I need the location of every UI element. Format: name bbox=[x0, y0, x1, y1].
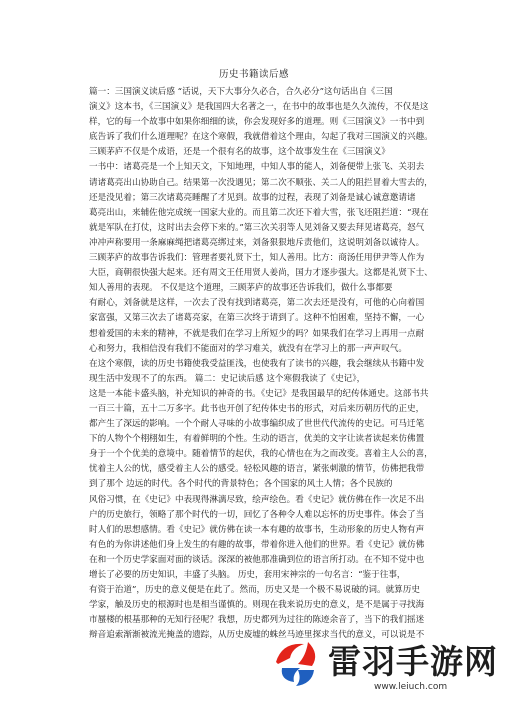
site-watermark bbox=[268, 634, 504, 714]
body-line: 身于一个个优美的意境中。随着情节的起伏，我的心情也在为之而改变。喜着主人公的喜， bbox=[89, 449, 433, 460]
body-line: 三顾茅庐不仅是个成语，还是一个很有名的故事，这个故事发生在《三国演义》 bbox=[89, 147, 390, 158]
body-line: 样，它的每一个故事中如果你细细的读，你会发现好多的道理。则《三国演义》一书中到 bbox=[89, 117, 425, 128]
brand-name: 雷羽手游网 bbox=[328, 642, 498, 681]
body-line: 一百三十篇，五十二万多字。此书也开创了纪传体史书的形式，对后来历朝历代的正史， bbox=[89, 403, 425, 414]
body-line: 演义》这本书，《三国演义》是我国四大名著之一，在书中的故事也是久久流传，不仅是这 bbox=[89, 102, 429, 113]
document-title: 历史书籍读后感 bbox=[218, 69, 289, 80]
body-line: 下的人物个个栩栩如生，有着鲜明的个性。生动的语言，优美的文字让读者读起来仿佛置 bbox=[89, 434, 425, 445]
body-line: 还是没见着；第三次诸葛亮睡醒了才见到。故事的过程，表现了刘备是诚心诚意邀请诸 bbox=[89, 192, 416, 203]
body-line: 三顾茅庐的故事告诉我们：管理者要礼贤下士，知人善用。比方：商汤任用伊尹等人作为 bbox=[89, 253, 425, 264]
body-line: 想着爱国的未来的精神，不就是我们在学习上所短少的吗？如果我们在学习上再用一点耐 bbox=[89, 328, 425, 339]
body-line: 市蜃楼的根基那种的无知行径呢？我想，历史都列为过往的陈迹余音了，当下的我们摇迷 bbox=[89, 615, 425, 626]
body-line: 一书中：诸葛亮是一个上知天文，下知地理，中知人事的能人，刘备便带上张飞、关羽去 bbox=[89, 162, 425, 173]
body-line: 就是军队在打仗，这时出去会停下来的。”第三次关羽等人见刘备又要去拜见诸葛亮，怒气 bbox=[89, 222, 425, 233]
body-line: 葛亮出山，来辅佐他完成统一国家大业的。而且第二次还下着大雪，张飞还阻拦道：“现在 bbox=[89, 207, 429, 218]
body-line: 增长了必要的历史知识，丰盛了头脑。 历史，套用宋神宗的一句名言：“鉴于往事， bbox=[89, 570, 406, 580]
brand-swirl-icon bbox=[268, 634, 324, 690]
document-body bbox=[89, 85, 434, 643]
body-line: 知人善用的表现。 不仅是这个道理，三顾茅庐的故事还告诉我们，做什么事都要 bbox=[89, 283, 393, 294]
body-line: 请诸葛亮出山协助自己。结果第一次没遇见；第二次不顺张、关二人的阻拦冒着大雪去的， bbox=[89, 177, 433, 188]
body-line: 有资于治道”，历史的意义便是在此了。然而，历史又是一个极不易说破的词。就算历史 bbox=[89, 585, 420, 596]
body-line: 家富强，又第三次去了诸葛亮家，在第三次终于请到了。这种不怕困难，坚持不懈，一心 bbox=[89, 313, 425, 324]
body-line: 户的历史旅行，领略了那个时代的一切，回忆了各种令人难以忘怀的历史事件。体会了当 bbox=[89, 509, 425, 520]
body-line: 篇一：三国演义读后感 “话说，天下大事分久必合，合久必分”这句话出自《三国 bbox=[89, 87, 393, 97]
brand-url: www.leiuch.com bbox=[374, 682, 448, 692]
body-line: 有色的为你讲述他们身上发生的有趣的故事，带着你进入他们的世界。看《史记》就仿佛 bbox=[89, 539, 425, 550]
body-line: 心和努力，我相信没有我们不能面对的学习难关，就没有在学习上的那一声声叹气。 bbox=[89, 343, 407, 354]
body-line: 冲冲声称要用一条麻麻绳把诸葛亮绑过来，刘备狠狠地斥责他们，这说明刘备以诚待人。 bbox=[89, 237, 425, 248]
body-line: 到了那个 边远的时代。各个时代的背景特色；各个国家的风土人情；各个民族的 bbox=[89, 479, 393, 490]
body-line: 这是一本能卡盛头脑，补充知识的神奇的书。《史记》是我国最早的纪传体通史。这部书共 bbox=[89, 388, 429, 399]
body-line: 辩音追索渐渐被流光掩盖的遗踪，从历史废墟的蛛丝马迹里探求当代的意义，可以说是不 bbox=[89, 630, 425, 641]
body-line: 大臣，商朝很快强大起来。还有周文王任用贤人姜尚，国力才逐步强大。这都是礼贤下士、 bbox=[89, 268, 433, 279]
body-line: 忧着主人公的忧，感受着主人公的感受。轻松风趣的语言，紧张刺激的情节，仿佛把我带 bbox=[89, 464, 425, 475]
body-line: 风俗习惯，在《史记》中表现得淋漓尽致，绘声绘色。看《史记》就仿佛在作一次足不出 bbox=[89, 494, 425, 505]
body-line: 在和一个历史学家面对面的谈话。深深的被他那准确到位的语言所打动。在不知不觉中也 bbox=[89, 554, 425, 565]
body-line: 底告诉了我们什么道理呢？在这个寒假，我就借着这个理由，勾起了我对三国演义的兴趣。 bbox=[89, 132, 433, 143]
body-line: 现生活中发现不了的东西。 篇二：史记读后感 这个寒假我读了《史记》， bbox=[89, 373, 366, 384]
body-line: 时人们的思想感情。看《史记》就仿佛在读一本有趣的故事书，生动形象的历史人物有声 bbox=[89, 524, 425, 535]
body-line: 学家，触及历史的根源时也是相当谨慎的。则现在我来说历史的意义，是不是属于寻找海 bbox=[89, 600, 425, 611]
body-line: 在这个寒假，读的历史书籍使我受益匪浅，也使我有了读书的兴趣，我会继续从书籍中发 bbox=[89, 358, 425, 369]
body-line: 有耐心，刘备就是这样，一次去了没有找到诸葛亮，第二次去还是没有，可他的心向着国 bbox=[89, 298, 425, 309]
body-line: 都产生了深远的影响。一个个耐人寻味的小故事编织成了世世代代流传的史记。可马迁笔 bbox=[89, 419, 425, 430]
